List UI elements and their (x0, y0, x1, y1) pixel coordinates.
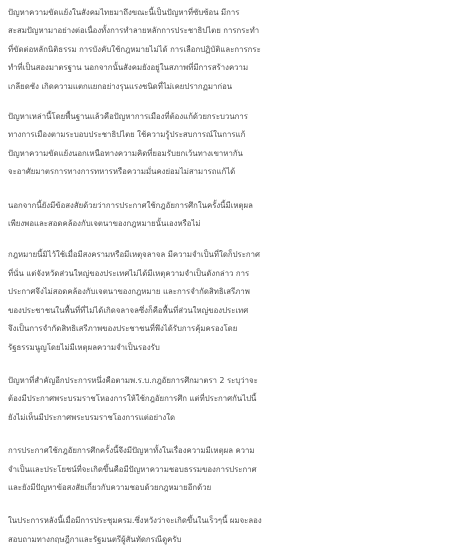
text-line: จะอาศัยมาตรการทางการทหารหรือความมั่นคงย่อมไม่สามารถแก้ได้ (8, 167, 236, 177)
text-line: รัฐธรรมนูญโดยไม่มีเหตุผลความจำเป็นรองรับ (8, 342, 160, 352)
text-line: สะสมปัญหามาอย่างต่อเนื่องทั้งการทำลายหลักการประชาธิปไตย การกระทำ (8, 26, 260, 36)
text-line: ประกาศจึงไม่สอดคล้องกับเจตนาของกฎหมาย และการจำกัดสิทธิเสรีภาพ (8, 287, 250, 297)
paragraph-2 (8, 108, 453, 182)
text-line: เพียงพอและสอดคล้องกับเจตนาของกฎหมายนั้นเองหรือไม่ (8, 219, 201, 229)
text-line: นอกจากนี้ยังมีข้อสงสัยด้วยว่าการประกาศใช้กฎอัยการศึกในครั้งนี้มีเหตุผล (8, 200, 253, 210)
text-line: ที่นั่น แต่จังหวัดส่วนใหญ่ของประเทศไม่ได้มีเหตุความจำเป็นดังกล่าว การ (8, 268, 250, 278)
text-line: ปัญหาความขัดแย้งนอกเหนือทางความคิดที่ยอมรับยกเว้นทางเขาหากัน (8, 148, 243, 158)
text-line: ปัญหาที่สำคัญอีกประการหนึ่งคือตามพ.ร.บ.กฎอัยการศึกมาตรา 2 ระบุว่าจะ (8, 375, 258, 385)
text-line: และยังมีปัญหาข้อสงสัยเกี่ยวกับความชอบด้วยกฎหมายอีกด้วย (8, 482, 212, 492)
text-line: กฎหมายนี้มิไว้ใช้เมื่อมีสงครามหรือมีเหตุจลาจล มีความจำเป็นที่ใดก็ประกาศ (8, 250, 260, 260)
text-line: ของประชาชนในพื้นที่ที่ไม่ได้เกิดจลาจลซึ่งก็คือพื้นที่ส่วนใหญ่ของประเทศ (8, 305, 249, 315)
paragraph-4 (8, 246, 453, 356)
paragraph-6 (8, 442, 453, 497)
text-line: ปัญหาเหล่านี้โดยพื้นฐานแล้วคือปัญหาการเมืองที่ต้องแก้ด้วยกระบวนการ (8, 112, 248, 122)
paragraph-3 (8, 197, 453, 234)
paragraph-7 (8, 512, 453, 549)
text-line: จำเป็นและประโยชน์ที่จะเกิดขึ้นคือมีปัญหาความชอบธรรมของการประกาศ (8, 464, 257, 474)
text-line: ยังไม่เห็นมีประกาศพระบรมราชโองการแต่อย่างใด (8, 412, 176, 422)
paragraph-5 (8, 372, 453, 427)
text-line: ทำที่เป็นสองมาตรฐาน นอกจากนั้นสังคมยังอยู่ในสภาพที่มีการสร้างความ (8, 63, 249, 73)
text-line: การประกาศใช้กฎอัยการศึกครั้งนี้จึงมีปัญหาทั้งในเรื่องความมีเหตุผล ความ (8, 446, 255, 456)
text-line: ที่ขัดต่อหลักนิติธรรม การบังคับใช้กฎหมายไม่ได้ การเลือกปฏิบัติและการกระ (8, 44, 261, 54)
document-body (0, 4, 453, 544)
text-line: ทางการเมืองตามระบอบประชาธิปไตย ใช้ความรู้ประสบการณ์ในการแก้ (8, 130, 246, 140)
text-line: ปัญหาความขัดแย้งในสังคมไทยมาถึงขณะนี้เป็นปัญหาที่ซับซ้อน มีการ (8, 8, 240, 17)
text-line: ต้องมีประกาศพระบรมราชโหองการให้ใช้กฎอัยการศึก แต่ที่ประกาศกันไปนี้ (8, 394, 257, 404)
text-line: ในประการหลังนี้เมื่อมีการประชุมครม.ซึ่งหวังว่าจะเกิดขึ้นในเร็วๆนี้ ผมจะลอง (8, 516, 262, 526)
text-line: สอบถามทางกฤษฎีกาและรัฐมนตรีผู้สันทัดกรณีดูครับ (8, 534, 182, 544)
paragraph-1 (8, 4, 453, 96)
text-line: จึงเป็นการจำกัดสิทธิเสรีภาพของประชาชนที่พึงได้รับการคุ้มครองโดย (8, 324, 238, 334)
text-line: เกลียดชัง เกิดความแตกแยกอย่างรุนแรงชนิดที่ไม่เคยปรากฏมาก่อน (8, 81, 233, 91)
